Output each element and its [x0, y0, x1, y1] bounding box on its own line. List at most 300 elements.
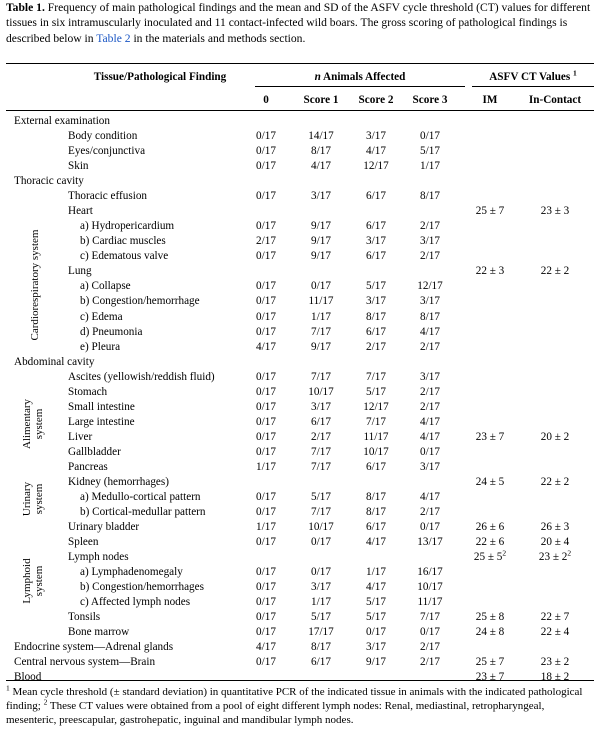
cell-value: 3/17	[311, 190, 331, 203]
row-label: Tonsils	[68, 611, 101, 624]
cell-s1	[293, 640, 349, 655]
cell-value: 0/17	[366, 626, 386, 639]
cell-value: 0/17	[311, 536, 331, 549]
header-score1: Score 1	[303, 94, 339, 106]
row-label: Gallbladder	[68, 445, 121, 458]
cell-value: 4/17	[420, 325, 440, 338]
group-lymphoid-line2: system	[33, 565, 45, 597]
cell-s2	[348, 520, 404, 535]
cell-value: 9/17	[366, 656, 386, 669]
cell-s1	[293, 430, 349, 445]
cell-s2	[348, 249, 404, 264]
cell-value: 10/17	[417, 581, 443, 594]
group-label-alimentary	[21, 399, 45, 449]
cell-value: 25 ± 5	[473, 551, 503, 564]
cell-s0	[244, 655, 288, 670]
cell-value: 4/17	[420, 415, 440, 428]
cell-value: 4/17	[366, 145, 386, 158]
cell-s3	[402, 294, 458, 309]
cell-value: 3/17	[420, 370, 440, 383]
cell-s0	[244, 460, 288, 475]
cell-value: 11/17	[417, 596, 443, 609]
row-label: Endocrine system—Adrenal glands	[14, 641, 174, 654]
cell-s2	[348, 535, 404, 550]
cell-value: 0/17	[256, 491, 276, 503]
cell-value: 24 ± 8	[475, 626, 505, 639]
cell-s2	[348, 370, 404, 385]
cell-value: 4/17	[311, 160, 331, 173]
cell-value: 17/17	[308, 626, 334, 639]
header-animals-n: n	[314, 71, 321, 83]
cell-s3	[402, 445, 458, 460]
cell-value: 14/17	[308, 130, 334, 143]
cell-value: 2/17	[420, 385, 440, 398]
cell-value: 9/17	[311, 250, 331, 263]
cell-s1	[293, 595, 349, 610]
cell-s2	[348, 460, 404, 475]
group-alimentary-line2: system	[33, 408, 45, 440]
cell-s1	[293, 445, 349, 460]
cell-im	[465, 430, 515, 445]
cell-value: 25 ± 7	[475, 656, 505, 669]
cell-value: 8/17	[420, 310, 440, 323]
cell-value: 22 ± 7	[540, 611, 570, 624]
cell-value: 22 ± 6	[475, 536, 505, 549]
cell-value: 6/17	[366, 190, 386, 203]
ct-header-rule	[472, 86, 594, 87]
cell-value: 3/17	[366, 235, 386, 248]
cell-s2	[348, 640, 404, 655]
cell-value: 11/17	[308, 295, 334, 308]
cell-value: 3/17	[420, 235, 440, 248]
cell-value: 24 ± 5	[475, 475, 505, 488]
cell-s3	[402, 189, 458, 204]
cell-ic	[520, 610, 590, 625]
cell-s1	[293, 505, 349, 520]
group-urinary-line2: system	[33, 483, 45, 515]
row-label: a) Hydropericardium	[80, 220, 175, 233]
cell-s0	[244, 595, 288, 610]
cell-s3	[402, 370, 458, 385]
cell-s1	[293, 400, 349, 415]
row-label: Small intestine	[68, 400, 135, 413]
cell-value: 9/17	[311, 235, 331, 248]
cell-value: 7/17	[311, 506, 331, 519]
cell-s0	[244, 279, 288, 294]
table-footnote	[6, 685, 596, 727]
cell-s3	[402, 234, 458, 249]
row-label: Large intestine	[68, 415, 135, 428]
cell-im	[465, 520, 515, 535]
cell-value: 5/17	[311, 491, 331, 503]
cell-s3	[402, 595, 458, 610]
cell-value: 10/17	[308, 385, 334, 398]
cell-s0	[244, 610, 288, 625]
cell-s1	[293, 249, 349, 264]
cell-value: 6/17	[311, 656, 331, 669]
cell-value: 12/17	[417, 280, 443, 293]
cell-s0	[244, 520, 288, 535]
table-label: Table 1.	[6, 1, 45, 14]
cell-value: 0/17	[256, 656, 276, 669]
cell-s0	[244, 640, 288, 655]
row-label: Thoracic effusion	[68, 190, 148, 203]
group-label-lymphoid	[21, 558, 45, 603]
cell-s3	[402, 640, 458, 655]
cell-value: 22 ± 3	[475, 265, 505, 278]
row-label: Central nervous system—Brain	[14, 656, 156, 669]
cell-s1	[293, 415, 349, 430]
cell-s1	[293, 294, 349, 309]
cell-value: 0/17	[256, 250, 276, 263]
cell-s3	[402, 144, 458, 159]
cell-s1	[293, 129, 349, 144]
cell-s2	[348, 655, 404, 670]
caption-text-before: Frequency of main pathological findings and the mean and SD of the ASFV cycle threshold (CT) values for different tissues in six intramuscularly inoculated and 11 contact-infected wild boars. The gross scoring of pathological findings is described below in	[6, 1, 591, 45]
header-in-contact: In-Contact	[528, 94, 582, 106]
cell-value: 10/17	[308, 521, 334, 534]
cell-im	[465, 535, 515, 550]
cell-value: 2/17	[420, 656, 440, 669]
cell-value: 20 ± 4	[540, 536, 570, 549]
cell-s3	[402, 219, 458, 234]
cell-value: 1/17	[420, 160, 440, 173]
row-label: e) Pleura	[80, 340, 121, 353]
cell-s1	[293, 580, 349, 595]
header-score3: Score 3	[412, 94, 448, 106]
cell-value: 9/17	[311, 220, 331, 233]
cell-s0	[244, 294, 288, 309]
row-label: Stomach	[68, 385, 108, 398]
cell-s3	[402, 310, 458, 325]
cell-s1	[293, 159, 349, 174]
cell-value: 13/17	[417, 536, 443, 549]
row-label: Blood	[14, 671, 42, 684]
cell-s2	[348, 610, 404, 625]
cell-ic	[520, 655, 590, 670]
cell-value: 4/17	[420, 430, 440, 443]
cell-value: 2/17	[420, 400, 440, 413]
cell-value: 2/17	[420, 340, 440, 353]
row-label: Liver	[68, 430, 93, 443]
cell-value: 23 ± 7	[475, 430, 505, 443]
animals-header-rule	[255, 86, 465, 87]
cell-im	[465, 204, 515, 219]
cell-value: 8/17	[366, 310, 386, 323]
footnote-sup2: 2	[43, 697, 48, 707]
cell-value: 0/17	[256, 310, 276, 323]
cell-im	[465, 670, 515, 685]
cell-value: 5/17	[420, 145, 440, 158]
cell-value: 5/17	[366, 280, 386, 293]
cell-s2	[348, 430, 404, 445]
cell-value: 0/17	[256, 415, 276, 428]
row-label: c) Affected lymph nodes	[80, 596, 191, 609]
cell-value: 3/17	[366, 641, 386, 654]
cell-s3	[402, 625, 458, 640]
cell-s1	[293, 610, 349, 625]
cell-value: 3/17	[420, 295, 440, 308]
cell-value: 6/17	[311, 415, 331, 428]
header-bottom-rule	[6, 110, 594, 111]
table-caption	[6, 0, 594, 46]
cell-s0	[244, 535, 288, 550]
header-animals-rest: Animals Affected	[320, 71, 406, 83]
cell-s3	[402, 565, 458, 580]
cell-s2	[348, 505, 404, 520]
cell-value: 0/17	[256, 280, 276, 293]
cell-value: 0/17	[256, 581, 276, 594]
cell-value: 4/17	[366, 536, 386, 549]
row-label: Skin	[68, 160, 89, 173]
cell-s2	[348, 625, 404, 640]
cell-s2	[348, 159, 404, 174]
cell-s3	[402, 159, 458, 174]
cell-value: 8/17	[366, 506, 386, 519]
cell-value: 0/17	[256, 145, 276, 158]
cell-value: 4/17	[256, 641, 276, 654]
cell-s1	[293, 535, 349, 550]
row-label: a) Collapse	[80, 280, 131, 293]
cell-value: 18 ± 2	[540, 671, 570, 684]
cell-value: 0/17	[256, 430, 276, 443]
cell-value: 6/17	[366, 521, 386, 534]
cell-s1	[293, 234, 349, 249]
cell-s0	[244, 219, 288, 234]
cell-value: 23 ± 7	[475, 671, 505, 684]
cell-value: 16/17	[417, 566, 443, 579]
cell-s3	[402, 430, 458, 445]
cell-value: 0/17	[256, 190, 276, 203]
row-label: Abdominal cavity	[14, 355, 95, 368]
cell-value: 0/17	[420, 130, 440, 143]
cell-value: 8/17	[366, 491, 386, 503]
header-ct-label: ASFV CT Values	[489, 71, 571, 83]
header-im: IM	[482, 94, 498, 106]
cell-value: 0/17	[256, 130, 276, 143]
cell-value: 2/17	[420, 506, 440, 519]
cell-s1	[293, 144, 349, 159]
cell-s2	[348, 279, 404, 294]
table-2-link[interactable]: Table 2	[96, 31, 131, 45]
group-alimentary-line1: Alimentary	[21, 398, 33, 450]
cell-s3	[402, 400, 458, 415]
row-label: Eyes/conjunctiva	[68, 145, 146, 158]
cell-value: 1/17	[256, 460, 276, 473]
cell-value: 0/17	[256, 506, 276, 519]
cell-value: 0/17	[256, 596, 276, 609]
cell-value: 4/17	[366, 581, 386, 594]
cell-footnote-marker: 2	[567, 548, 572, 558]
row-label: b) Cortical-medullar pattern	[80, 506, 206, 519]
cell-ic	[520, 430, 590, 445]
cell-value: 1/17	[311, 310, 331, 323]
cell-value: 2/17	[420, 250, 440, 263]
row-label: Bone marrow	[68, 626, 130, 639]
cell-value: 3/17	[366, 130, 386, 143]
cell-value: 22 ± 2	[540, 265, 570, 278]
cell-value: 0/17	[256, 295, 276, 308]
cell-im	[465, 610, 515, 625]
cell-s2	[348, 400, 404, 415]
cell-s2	[348, 340, 404, 355]
cell-value: 7/17	[311, 325, 331, 338]
row-label: Thoracic cavity	[14, 175, 84, 188]
cell-value: 7/17	[366, 415, 386, 428]
cell-s2	[348, 325, 404, 340]
header-ct-sup: 1	[573, 68, 577, 78]
cell-s0	[244, 129, 288, 144]
cell-s0	[244, 370, 288, 385]
cell-s2	[348, 219, 404, 234]
cell-im	[465, 655, 515, 670]
cell-value: 0/17	[256, 566, 276, 579]
cell-value: 0/17	[256, 370, 276, 383]
cell-im	[465, 264, 515, 279]
cell-value: 0/17	[256, 400, 276, 413]
cell-value: 0/17	[256, 325, 276, 338]
cell-s3	[402, 655, 458, 670]
cell-s1	[293, 385, 349, 400]
cell-s3	[402, 340, 458, 355]
cell-value: 4/17	[256, 340, 276, 353]
cell-value: 5/17	[366, 385, 386, 398]
cell-value: 9/17	[311, 340, 331, 353]
cell-value: 23 ± 3	[540, 205, 570, 218]
cell-ic	[520, 520, 590, 535]
cell-s0	[244, 249, 288, 264]
cell-value: 1/17	[366, 566, 386, 579]
cell-value: 6/17	[366, 220, 386, 233]
cell-s0	[244, 490, 288, 505]
cell-s2	[348, 234, 404, 249]
cell-s2	[348, 310, 404, 325]
cell-value: 0/17	[420, 521, 440, 534]
cell-value: 2/17	[256, 235, 276, 248]
cell-s3	[402, 535, 458, 550]
cell-ic	[520, 475, 590, 490]
cell-s0	[244, 325, 288, 340]
cell-ic	[520, 264, 590, 279]
cell-s2	[348, 490, 404, 505]
cell-value: 23 ± 2	[538, 551, 568, 564]
cell-value: 6/17	[366, 250, 386, 263]
header-ct-values	[470, 70, 596, 85]
cell-value: 3/17	[420, 460, 440, 473]
cell-value: 3/17	[366, 295, 386, 308]
cell-s0	[244, 159, 288, 174]
footnote-sup1: 1	[6, 683, 10, 693]
cell-s0	[244, 625, 288, 640]
cell-s0	[244, 400, 288, 415]
cell-s0	[244, 189, 288, 204]
cell-value: 5/17	[366, 611, 386, 624]
cell-s2	[348, 580, 404, 595]
header-tissue: Tissue/Pathological Finding	[93, 71, 227, 83]
row-label: a) Medullo-cortical pattern	[80, 491, 201, 503]
cell-value: 10/17	[363, 445, 389, 458]
cell-s2	[348, 415, 404, 430]
cell-s1	[293, 625, 349, 640]
group-urinary-line1: Urinary	[21, 481, 33, 517]
cell-ic	[520, 535, 590, 550]
cell-s3	[402, 325, 458, 340]
cell-s1	[293, 655, 349, 670]
cell-s0	[244, 505, 288, 520]
bottom-rule	[6, 680, 594, 681]
cell-value: 2/17	[366, 340, 386, 353]
cell-value: 1/17	[256, 521, 276, 534]
cell-value: 2/17	[311, 430, 331, 443]
cell-value: 7/17	[420, 611, 440, 624]
cell-value: 12/17	[363, 160, 389, 173]
group-lymphoid-line1: Lymphoid	[21, 558, 33, 604]
cell-s0	[244, 144, 288, 159]
footnote-text2: These CT values were obtained from a pool of eight different lymph nodes: Renal, mediastinal, retropharyngeal, mesenteric, preescapular, gastrohepatic, inguinal and mandibular lymph nodes.	[6, 700, 545, 726]
cell-im	[465, 550, 515, 565]
cell-s1	[293, 189, 349, 204]
cell-value: 0/17	[311, 280, 331, 293]
row-label: b) Congestion/hemorrhage	[80, 295, 200, 308]
cell-ic	[520, 204, 590, 219]
header-score0: 0	[263, 94, 269, 106]
cell-s0	[244, 580, 288, 595]
row-label: Pancreas	[68, 460, 108, 473]
cell-s2	[348, 129, 404, 144]
row-label: Ascites (yellowish/reddish fluid)	[68, 370, 215, 383]
cell-value: 7/17	[311, 460, 331, 473]
row-label: d) Pneumonia	[80, 325, 143, 338]
cell-s1	[293, 279, 349, 294]
cell-value: 22 ± 2	[540, 475, 570, 488]
row-label: Spleen	[68, 536, 99, 549]
cell-value: 0/17	[420, 626, 440, 639]
cell-s3	[402, 505, 458, 520]
cell-value: 7/17	[311, 370, 331, 383]
cell-s2	[348, 144, 404, 159]
cell-ic	[520, 670, 590, 685]
cell-im	[465, 475, 515, 490]
row-label: Kidney (hemorrhages)	[68, 475, 169, 488]
cell-value: 5/17	[311, 611, 331, 624]
cell-s0	[244, 415, 288, 430]
cell-s3	[402, 249, 458, 264]
cell-value: 1/17	[311, 596, 331, 609]
cell-value: 8/17	[311, 145, 331, 158]
cell-s1	[293, 325, 349, 340]
footnote-text1: Mean cycle threshold (± standard deviation) in quantitative PCR of the indicated tissue in animals with the indicated pathological finding;	[6, 686, 583, 712]
cell-value: 7/17	[366, 370, 386, 383]
cell-value: 0/17	[256, 220, 276, 233]
cell-s0	[244, 234, 288, 249]
cell-s1	[293, 370, 349, 385]
header-animals-affected	[250, 70, 470, 85]
cell-value: 0/17	[311, 566, 331, 579]
cell-value: 6/17	[366, 460, 386, 473]
cell-s2	[348, 385, 404, 400]
cell-s2	[348, 565, 404, 580]
cell-s1	[293, 310, 349, 325]
group-label-cardiorespiratory: Cardiorespiratory system	[29, 229, 41, 341]
cell-value: 25 ± 8	[475, 611, 505, 624]
cell-s3	[402, 580, 458, 595]
cell-value: 0/17	[256, 445, 276, 458]
cell-s2	[348, 189, 404, 204]
cell-ic	[520, 550, 590, 565]
cell-value: 25 ± 7	[475, 205, 505, 218]
cell-value: 23 ± 2	[540, 656, 570, 669]
cell-s1	[293, 219, 349, 234]
